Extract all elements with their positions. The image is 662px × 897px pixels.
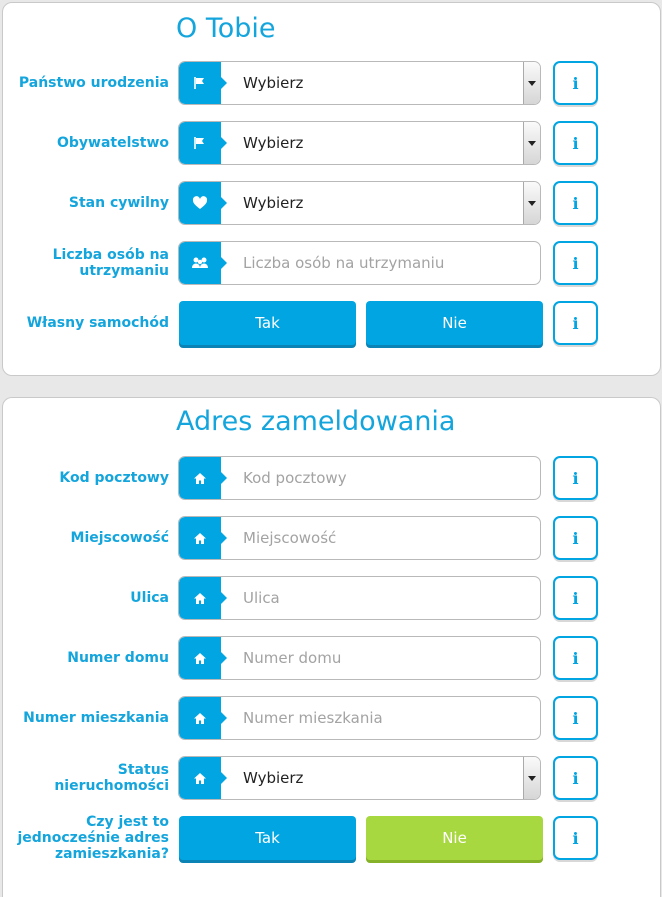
info-icon: i [572,468,579,488]
row-postal-code [3,456,662,500]
heart-icon [179,182,221,224]
row-street [3,576,662,620]
chevron-down-icon[interactable] [523,122,540,164]
property-status-select[interactable] [178,756,541,800]
registered-address-card [2,397,661,897]
info-button[interactable] [553,456,598,500]
dependents-input[interactable] [178,241,541,285]
row-dependents [3,241,662,285]
chevron-down-icon[interactable] [523,757,540,799]
apartment-number-input[interactable] [178,696,541,740]
info-icon: i [572,528,579,548]
info-icon: i [572,768,579,788]
info-button[interactable] [553,516,598,560]
info-icon: i [572,73,579,93]
home-icon [179,757,221,799]
info-icon: i [572,193,579,213]
home-icon [179,517,221,559]
house-number-input[interactable] [178,636,541,680]
chevron-down-icon[interactable] [523,62,540,104]
info-button[interactable] [553,121,598,165]
select-value: Wybierz [243,769,304,787]
field-label: Państwo urodzenia [18,75,169,91]
info-icon: i [572,588,579,608]
home-icon [179,697,221,739]
own-car-yes-button[interactable]: Tak [179,301,356,345]
field-label: Czy jest to jednocześnie adres zamieszkania? [17,814,169,862]
info-button[interactable] [553,636,598,680]
info-icon: i [572,253,579,273]
info-button[interactable] [553,181,598,225]
field-label: Kod pocztowy [59,470,169,486]
street-input[interactable] [178,576,541,620]
flag-icon [179,122,221,164]
flag-icon [179,62,221,104]
info-button[interactable] [553,816,598,860]
field-label: Numer domu [67,650,169,666]
row-birth-country [3,61,662,105]
field-label: Miejscowość [70,530,169,546]
own-car-no-button[interactable]: Nie [366,301,543,345]
field-label: Obywatelstwo [57,135,169,151]
row-house-number [3,636,662,680]
input-placeholder: Numer domu [243,649,342,667]
row-apartment-number [3,696,662,740]
select-value: Wybierz [243,134,304,152]
section-title: Adres zameldowania [176,406,456,437]
input-placeholder: Numer mieszkania [243,709,383,727]
same-address-yes-button[interactable]: Tak [179,816,356,860]
field-label: Numer mieszkania [23,710,169,726]
field-label: Ulica [130,590,169,606]
field-label: Stan cywilny [68,195,169,211]
info-icon: i [572,648,579,668]
input-placeholder: Liczba osób na utrzymaniu [243,254,445,272]
info-button[interactable] [553,696,598,740]
info-button[interactable] [553,241,598,285]
info-button[interactable] [553,61,598,105]
info-icon: i [572,313,579,333]
input-placeholder: Ulica [243,589,280,607]
row-citizenship [3,121,662,165]
citizenship-select[interactable] [178,121,541,165]
row-city [3,516,662,560]
row-same-address [3,816,662,860]
chevron-down-icon[interactable] [523,182,540,224]
birth-country-select[interactable] [178,61,541,105]
info-icon: i [572,828,579,848]
select-value: Wybierz [243,74,304,92]
row-property-status [3,756,662,800]
home-icon [179,577,221,619]
postal-code-input[interactable] [178,456,541,500]
about-you-card [2,2,661,376]
select-value: Wybierz [243,194,304,212]
info-button[interactable] [553,301,598,345]
field-label: Własny samochód [26,315,169,331]
info-icon: i [572,133,579,153]
info-icon: i [572,708,579,728]
row-marital-status [3,181,662,225]
marital-status-select[interactable] [178,181,541,225]
section-title: O Tobie [176,13,276,44]
field-label: Liczba osób na utrzymaniu [52,247,169,279]
field-label: Status nieruchomości [54,762,169,794]
info-button[interactable] [553,576,598,620]
input-placeholder: Miejscowość [243,529,337,547]
city-input[interactable] [178,516,541,560]
home-icon [179,457,221,499]
info-button[interactable] [553,756,598,800]
input-placeholder: Kod pocztowy [243,469,347,487]
row-own-car [3,301,662,345]
people-icon [179,242,221,284]
same-address-no-button[interactable]: Nie [366,816,543,860]
home-icon [179,637,221,679]
